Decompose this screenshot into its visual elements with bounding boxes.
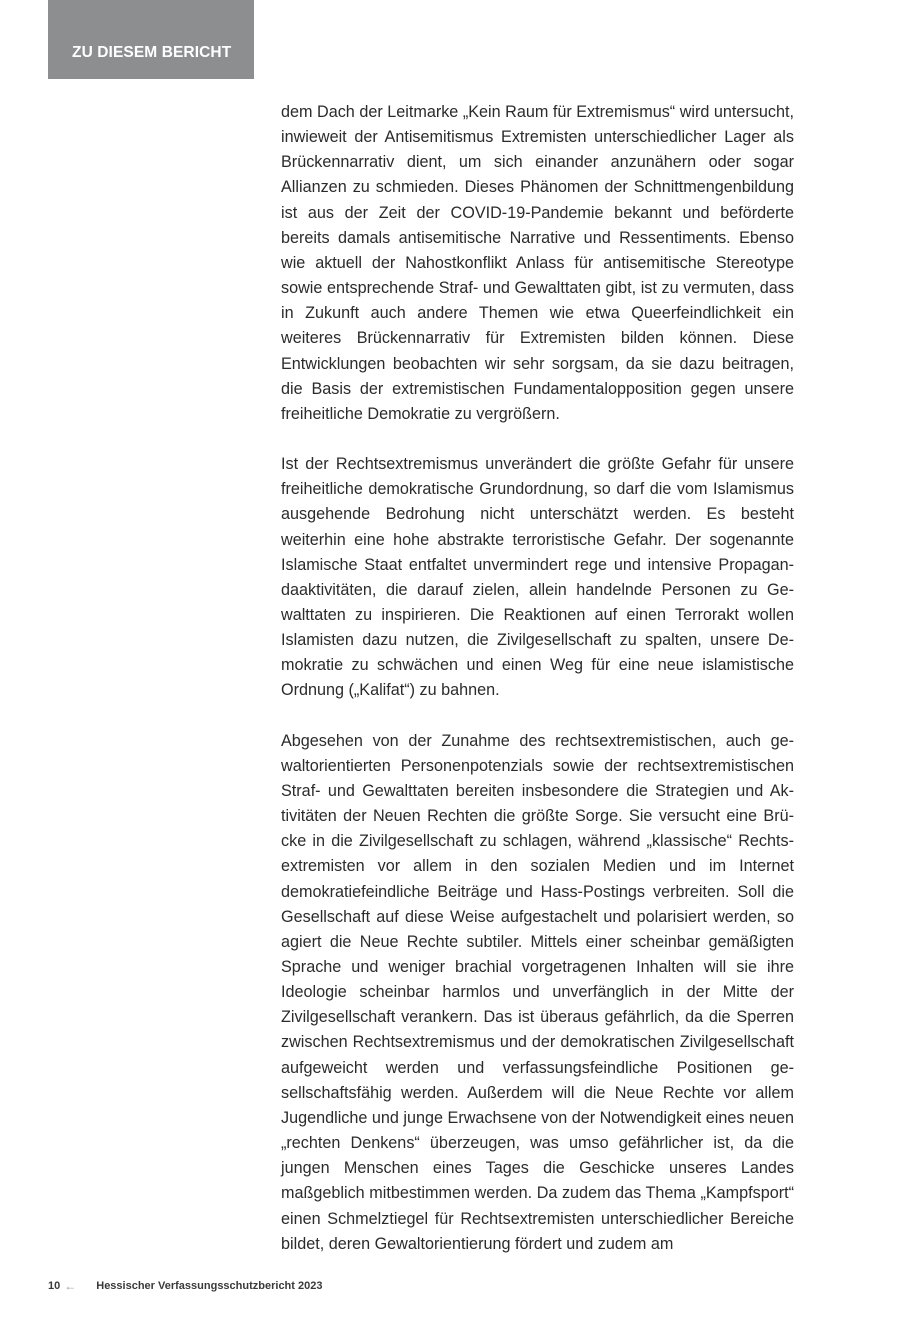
section-tab-label: ZU DIESEM BERICHT [72,44,232,61]
body-text [281,100,794,1282]
page-footer [48,1278,322,1294]
report-title: Hessischer Verfassungsschutzbericht 2023 [96,1280,323,1292]
page-number: 10 [48,1280,61,1292]
section-tab [48,0,254,79]
paragraph-3: Abgesehen von der Zunahme des rechtsextremistischen, auch gewaltorientierten Personenpotenzials sowie der rechtsextremistischen Straf- und Gewalttaten bereiten insbesondere die Strategien und Aktivitäten der Neuen Rechten die größte Sorge. Sie versucht eine Brücke in die Zivilgesellschaft zu schlagen, während „klassische“ Rechtsextremisten vor allem in den sozialen Medien und im Internet demokratiefeindliche Beiträge und Hass-Postings verbreiten. Soll die Gesellschaft auf diese Weise aufgestachelt und polarisiert werden, so agiert die Neue Rechte subtiler. Mittels einer scheinbar gemäßigten Sprache und weniger brachial vorgetragenen Inhalten will sie ihre Ideologie scheinbar harmlos und unverfänglich in der Mitte der Zivilgesellschaft verankern. Das ist überaus gefährlich, da die Sperren zwischen Rechtsextremismus und der demokratischen Zivilgesellschaft aufgeweicht werden und verfassungsfeindliche Positionen gesellschaftsfähig werden. Außerdem will die Neue Rechte vor allem Jugendliche und junge Erwachsene von der Notwendigkeit eines neuen „rechten Denkens“ überzeugen, was umso gefährlicher ist, da die jungen Menschen eines Tages die Geschicke unseres Landes maßgeblich mitbestimmen werden. Da zudem das Thema „Kampfsport“ einen Schmelztiegel für Rechtsextremisten unterschiedlicher Bereiche bildet, deren Gewaltorientierung fördert und zudem am [281,731,794,1253]
paragraph-2: Ist der Rechtsextremismus unverändert die größte Gefahr für unsere freiheitliche demokratische Grundordnung, so darf die vom Islamismus ausgehende Bedrohung nicht unterschätzt werden. Es besteht weiterhin eine hohe abstrakte terroristische Gefahr. Der sogenannte Islamische Staat entfaltet unvermindert rege und intensive Propagandaaktivitäten, die darauf zielen, allein handelnde Personen zu Gewalttaten zu inspirieren. Die Reaktionen auf einen Terrorakt wollen Islamisten dazu nutzen, die Zivilgesellschaft zu spalten, unsere Demokratie zu schwächen und einen Weg für eine neue islamistische Ordnung („Kalifat“) zu bahnen. [281,455,794,700]
arrow-left-icon[interactable]: ← [64,1279,77,1293]
paragraph-1: dem Dach der Leitmarke „Kein Raum für Extremismus“ wird untersucht, inwieweit der Antisemitismus Extremisten unterschiedlicher Lager als Brückennarrativ dient, um sich einander anzunähern oder sogar Allianzen zu schmieden. Dieses Phänomen der Schnittmengenbildung ist aus der Zeit der COVID-19-Pandemie bekannt und beförderte bereits damals antisemitische Narrative und Ressentiments. Ebenso wie aktuell der Nahostkonflikt Anlass für antisemitische Stereotype sowie entsprechende Straf- und Gewalttaten gibt, ist zu vermuten, dass in Zukunft auch andere Themen wie etwa Queerfeindlichkeit ein weiteres Brückennarrativ für Extremisten bilden können. Diese Entwicklungen beobachten wir sehr sorgsam, da sie dazu beitragen, die Basis der extremistischen Fundamentalopposition gegen unsere freiheitliche Demokratie zu vergrößern. [281,103,794,423]
